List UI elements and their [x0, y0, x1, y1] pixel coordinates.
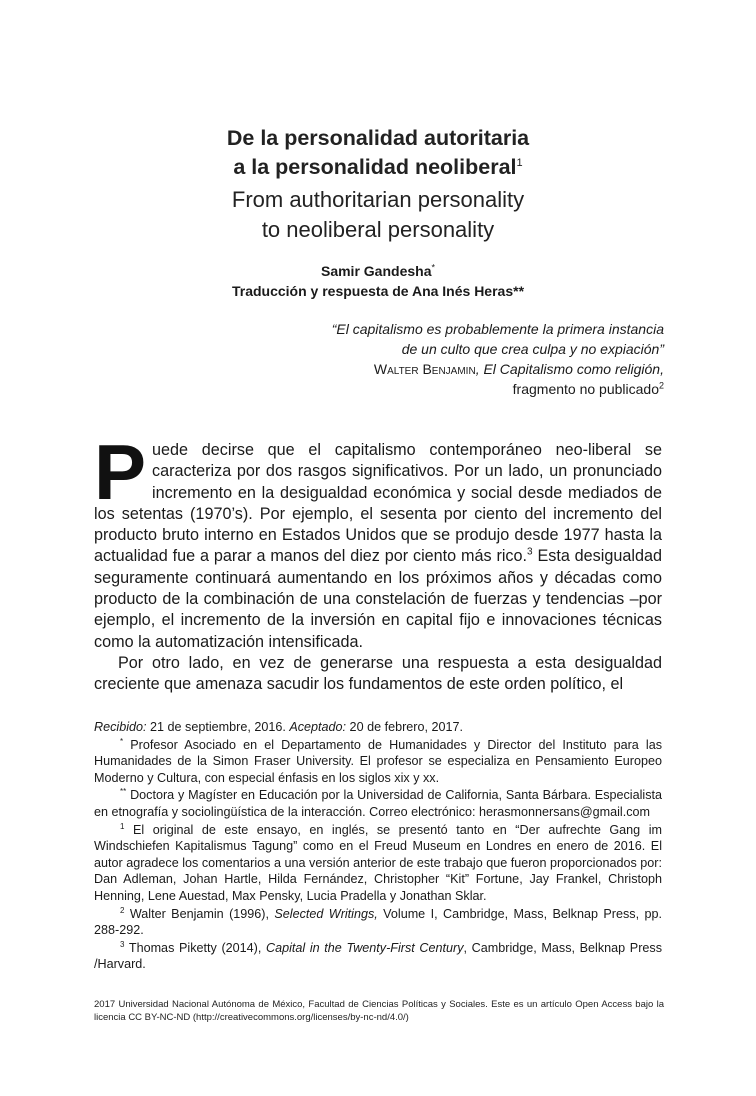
received-accepted-dates: Recibido: 21 de septiembre, 2016. Aceptado: 20 de febrero, 2017. [94, 720, 463, 734]
epigraph-source-detail: fragmento no publicado$^2$ [512, 380, 664, 397]
drop-cap: P [94, 428, 147, 516]
title-english-line2: to neoliberal personality [261, 217, 495, 242]
title-spanish-line1: De la personalidad autoritaria [226, 126, 530, 150]
title-footnote-ref: 1 [516, 156, 523, 169]
body-text [94, 428, 662, 696]
paragraph-2: Por otro lado, en vez de generarse una respuesta a esta desigualdad creciente que amenaza sacudir los fundamentos de este orden político, el [94, 653, 662, 694]
footnote-ref-3: 3 [527, 547, 533, 559]
title-english-line1: From authoritarian personality [231, 187, 525, 212]
title-spanish-line2: a la personalidad neoliberal$^1$ [233, 155, 523, 179]
paragraph-1: Puede decirse que el capitalismo contemporáneo neo-liberal se caracteriza por dos rasgos significativos. Por un lado, un pronunciado incremento en la desigualdad económica y social desde mediados de los setentas (1970’s). Por ejemplo, el sesenta por ciento del incremento del producto bruto interno en Estados Unidos que se produjo desde 1977 hasta la actualidad fue a parar a manos del diez por ciento más rico.$^3$ Esta desigualdad seguramente continuará aumentando en los próximos años y décadas como producto de la combinación de una constelación de fuerzas y tendencias –por ejemplo, el incremento de la inversión en capital fijo e innovaciones técnicas como la automatización intensificada. [94, 428, 662, 651]
epigraph [332, 319, 664, 399]
license-notice: 2017 Universidad Nacional Autónoma de México, Facultad de Ciencias Políticas y Sociales. Este es un artículo Open Access bajo la licencia CC BY-NC-ND (http://creativecommons.org/licenses/by-nc-nd/4.0/) [94, 999, 664, 1023]
footnote-2: $^2$ Walter Benjamin (1996), Selected Writings, Volume I, Cambridge, Mass, Belknap Press, pp. 288-292. [94, 905, 662, 938]
footnote-translator: ** Doctora y Magíster en Educación por la Universidad de California, Santa Bárbara. Especialista en etnografía y sociolingüística de la interacción. Correo electrónico: herasmonnersans@gmail.com [94, 787, 662, 819]
footnote-3: $^3$ Thomas Piketty (2014), Capital in the Twenty-First Century, Cambridge, Mass, Belknap Press /Harvard. [94, 939, 662, 972]
footnotes [94, 719, 662, 974]
translator-line: Traducción y respuesta de Ana Inés Heras** [231, 283, 525, 299]
epigraph-quote-line1: “El capitalismo es probablemente la primera instancia [331, 321, 664, 337]
epigraph-quote-line2: de un culto que crea culpa y no expiación” [401, 341, 664, 357]
author-name: Samir Gandesha* [320, 262, 435, 279]
footnote-1: $^1$ El original de este ensayo, en inglés, se presentó tanto en “Der aufrechte Gang im Windschiefen Kapitalismus Tagung” como en el Freud Museum en Londres en enero de 2016. El autor agradece los comentarios a una versión anterior de este trabajo que fueron proporcionados por: Dan Adleman, Johan Hartle, Hilda Fernández, Christopher “Kit” Fortune, Jay Frankel, Christoph Henning, Lene Auestad, Max Pensky, Lucia Pradella y Jonathan Sklar. [94, 821, 662, 903]
footnote-author: * Profesor Asociado en el Departamento de Humanidades y Director del Instituto para las Humanidades de la Simon Fraser University. El profesor se especializa en Pensamiento Europeo Moderno y Cultura, con especial énfasis en los siglos xix y xx. [94, 736, 662, 785]
epigraph-source: Walter Benjamin, El Capitalismo como religión, [373, 361, 664, 377]
